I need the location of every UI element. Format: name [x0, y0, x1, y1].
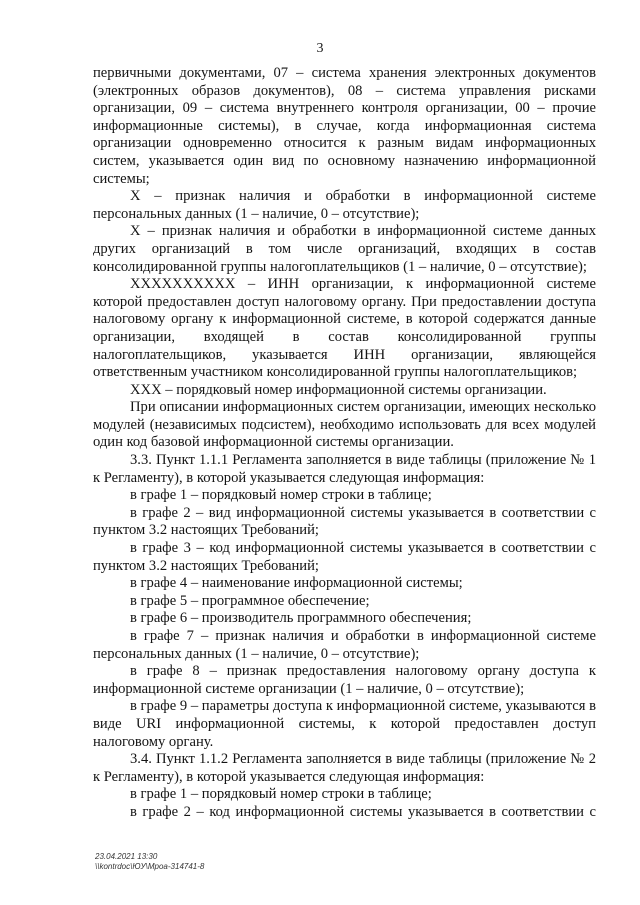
paragraph-3-3-col-3: в графе 3 – код информационной системы указывается в соответствии с пунктом 3.2 настоящих Требований;: [93, 540, 596, 574]
paragraph-3-3-col-5: в графе 5 – программное обеспечение;: [130, 592, 370, 609]
paragraph-personal-data-flag: Х – признак наличия и обработки в информационной системе персональных данных (1 – наличие, 0 – отсутствие);: [93, 188, 596, 222]
paragraph-system-kinds: первичными документами, 07 – система хранения электронных документов (электронных образов документов), 08 – система управления рисками организации, 09 – система внутреннего контроля организации, 00 – прочие информационные системы), в случае, когда информационная система организации одновременно относится к разным видам информационных систем, указывается один вид по основному назначению информационной системы;: [93, 65, 596, 187]
paragraph-3-3-col-1: в графе 1 – порядковый номер строки в таблице;: [130, 487, 432, 504]
paragraph-3-3-col-8: в графе 8 – признак предоставления налоговому органу доступа к информационной системе организации (1 – наличие, 0 – отсутствие);: [93, 663, 596, 697]
paragraph-modules: При описании информационных систем организации, имеющих несколько модулей (независимых подсистем), необходимо использовать для всех модулей один код базовой информационной системы организации.: [93, 399, 596, 451]
document-footer: [95, 852, 204, 872]
paragraph-3-4-col-1: в графе 1 – порядковый номер строки в таблице;: [130, 786, 432, 803]
paragraph-3-4-col-2: в графе 2 – код информационной системы указывается в соответствии с: [130, 803, 596, 820]
paragraph-inn: ХХХХХХХХХХ – ИНН организации, к информационной системе которой предоставлен доступ налоговому органу. При предоставлении доступа налоговому органу к информационной системе, в которой содержатся данные организации, входящей в состав консолидированной группы налогоплательщиков, указывается ИНН организации, являющейся ответственным участником консолидированной группы налогоплательщиков;: [93, 276, 596, 381]
paragraph-3-3-col-2: в графе 2 – вид информационной системы указывается в соответствии с пунктом 3.2 настоящих Требований;: [93, 504, 596, 539]
paragraph-3-3-col-7: в графе 7 – признак наличия и обработки в информационной системе персональных данных (1 – наличие, 0 – отсутствие);: [93, 628, 596, 662]
paragraph-3-3-col-9: в графе 9 – параметры доступа к информационной системе, указываются в виде URI информационной системы, к которой предоставлен доступ налоговому органу.: [93, 698, 596, 750]
paragraph-3-3-col-6: в графе 6 – производитель программного обеспечения;: [130, 610, 472, 627]
paragraph-3-4: 3.4. Пункт 1.1.2 Регламента заполняется в виде таблицы (приложение № 2 к Регламенту), в которой указывается следующая информация:: [93, 751, 596, 785]
document-body: [93, 65, 596, 822]
paragraph-3-3-col-4: в графе 4 – наименование информационной системы;: [130, 575, 463, 592]
paragraph-serial-number: ХХХ – порядковый номер информационной системы организации.: [130, 381, 547, 398]
paragraph-3-3: 3.3. Пункт 1.1.1 Регламента заполняется в виде таблицы (приложение № 1 к Регламенту), в которой указывается следующая информация:: [93, 452, 596, 486]
paragraph-other-orgs-data-flag: Х – признак наличия и обработки в информационной системе данных других организаций в том числе организаций, входящих в состав консолидированной группы налогоплательщиков (1 – наличие, 0 – отсутствие);: [93, 223, 596, 275]
footer-file-ref: \\kontrdoc\ЮУ\Mpoa-314741-8: [95, 862, 205, 871]
footer-date-time: 23.04.2021 13:30: [95, 852, 158, 861]
page-number: 3: [316, 41, 324, 56]
